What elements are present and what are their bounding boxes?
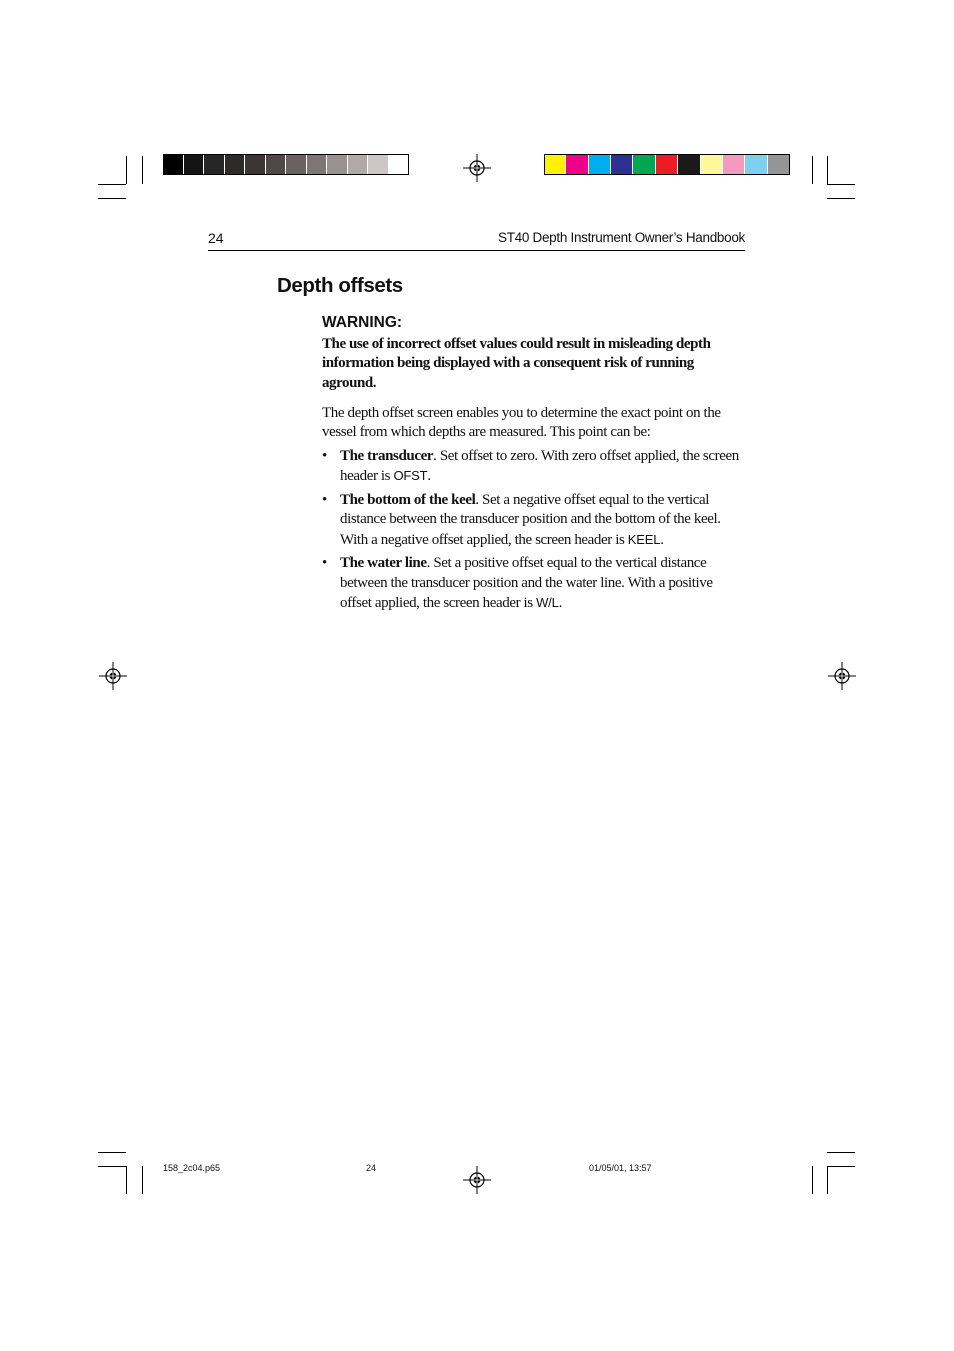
process-color-bar: [544, 154, 790, 175]
color-swatch: [389, 154, 410, 175]
crop-mark: [827, 1166, 855, 1167]
color-swatch: [678, 154, 700, 175]
warning-text: The use of incorrect offset values could result in misleading depth information being displayed with a consequent risk of running aground.: [322, 336, 711, 391]
footer-page-number: 24: [366, 1163, 377, 1173]
bullet-icon: •: [322, 448, 327, 464]
intro-paragraph: The depth offset screen enables you to determine the exact point on the vessel from which depths are measured. This point can be:: [322, 405, 721, 441]
option-term: The bottom of the keel: [340, 492, 476, 509]
color-swatch: [566, 154, 588, 175]
option-text: . Set a positive offset equal to the vertical distance between the transducer position and the water line. With a positive offset applied, the screen header is: [340, 555, 713, 612]
crop-mark: [812, 1166, 813, 1194]
crop-mark: [142, 156, 143, 184]
crop-mark: [98, 1166, 126, 1167]
color-swatch: [701, 154, 723, 175]
color-swatch: [745, 154, 767, 175]
option-text: . Set a negative offset equal to the vertical distance between the transducer position and the bottom of the keel. With a negative offset applied, the screen header is: [340, 492, 721, 548]
crop-mark: [98, 184, 126, 185]
crop-mark: [98, 1152, 126, 1153]
grayscale-color-bar: [163, 154, 409, 175]
color-swatch: [611, 154, 633, 175]
footer-file-name: 158_2c04.p65: [163, 1163, 221, 1173]
crop-mark: [827, 156, 828, 184]
color-swatch: [348, 154, 369, 175]
section-title: Depth offsets: [277, 274, 403, 297]
offset-options-list: [322, 447, 747, 618]
registration-target-icon: [463, 154, 491, 182]
bullet-icon: •: [322, 555, 327, 572]
color-swatch: [589, 154, 611, 175]
crop-mark: [126, 156, 127, 184]
option-term: The transducer: [340, 448, 434, 464]
bullet-icon: •: [322, 492, 327, 509]
color-swatch: [184, 154, 205, 175]
registration-target-icon: [463, 1166, 491, 1194]
option-text-end: .: [660, 531, 664, 548]
color-swatch: [723, 154, 745, 175]
option-text: . Set offset to zero. With zero offset applied, the screen header is: [340, 448, 739, 485]
color-swatch: [286, 154, 307, 175]
color-swatch: [633, 154, 655, 175]
color-swatch: [544, 154, 566, 175]
option-text-end: .: [427, 468, 431, 485]
color-swatch: [327, 154, 348, 175]
crop-mark: [126, 1166, 127, 1194]
list-item: [322, 491, 747, 550]
crop-mark: [827, 1152, 855, 1153]
color-swatch: [656, 154, 678, 175]
list-item: [322, 447, 747, 487]
crop-mark: [812, 156, 813, 184]
footer-datetime: 01/05/01, 13:57: [589, 1163, 652, 1173]
screen-header-code: OFST: [393, 468, 428, 484]
registration-target-icon: [828, 662, 856, 690]
warning-label: WARNING:: [322, 314, 403, 331]
crop-mark: [827, 184, 855, 185]
running-title: ST40 Depth Instrument Owner’s Handbook: [498, 230, 745, 245]
page-number: 24: [208, 230, 224, 246]
color-swatch: [163, 154, 184, 175]
color-swatch: [307, 154, 328, 175]
option-text-end: .: [558, 595, 562, 612]
crop-mark: [98, 198, 126, 199]
screen-header-code: W/L: [536, 595, 559, 611]
screen-header-code: KEEL: [627, 531, 661, 547]
color-swatch: [225, 154, 246, 175]
crop-mark: [827, 198, 855, 199]
crop-mark: [827, 1166, 828, 1194]
color-swatch: [204, 154, 225, 175]
color-swatch: [368, 154, 389, 175]
crop-mark: [142, 1166, 143, 1194]
header-rule: [208, 250, 745, 251]
color-swatch: [266, 154, 287, 175]
color-swatch: [768, 154, 790, 175]
registration-target-icon: [99, 662, 127, 690]
color-swatch: [245, 154, 266, 175]
option-term: The water line: [340, 555, 427, 572]
list-item: [322, 554, 747, 613]
